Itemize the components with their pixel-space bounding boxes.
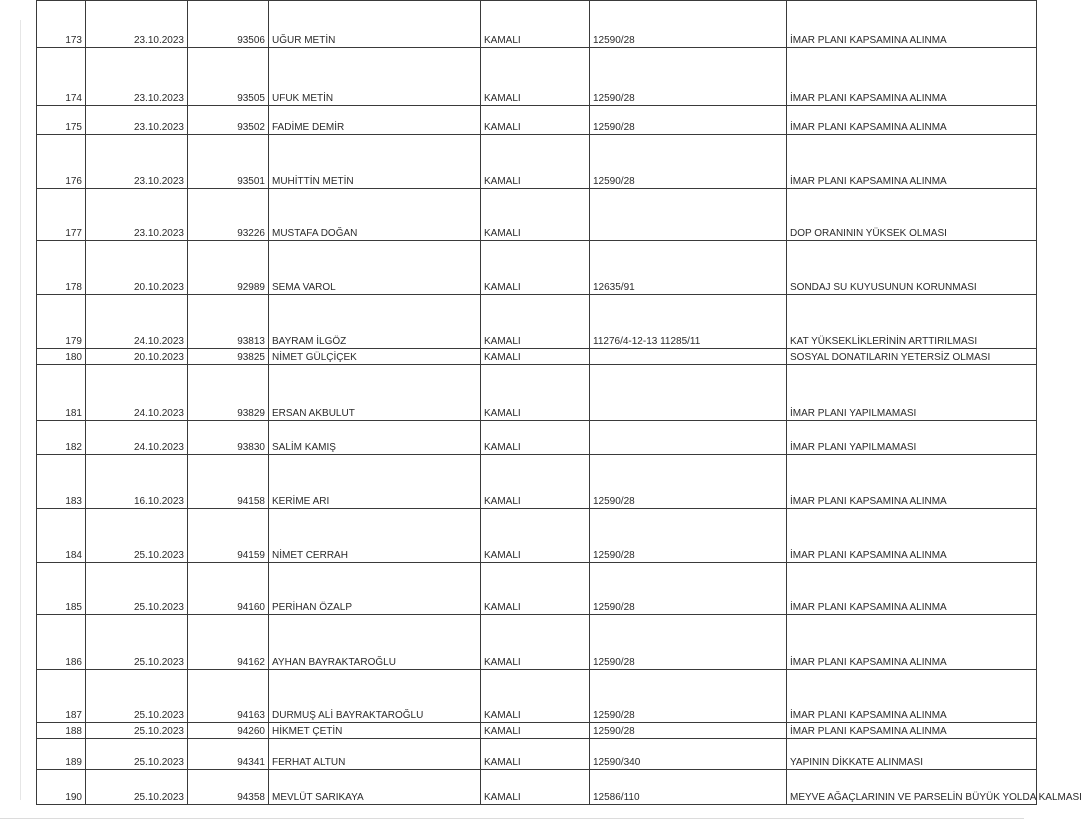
record-id-cell: 92989 — [188, 241, 269, 295]
table-row — [37, 770, 1037, 805]
table-row — [37, 509, 1037, 563]
subject-cell: SONDAJ SU KUYUSUNUN KORUNMASI — [787, 241, 1037, 295]
parcel-cell: 12590/28 — [590, 48, 787, 106]
subject-cell: YAPININ DİKKATE ALINMASI — [787, 739, 1037, 770]
neighborhood-cell: KAMALI — [481, 135, 590, 189]
name-cell: DURMUŞ ALİ BAYRAKTAROĞLU — [269, 670, 481, 723]
table-row — [37, 455, 1037, 509]
row-number: 183 — [37, 455, 86, 509]
neighborhood-cell: KAMALI — [481, 365, 590, 421]
parcel-cell: 12590/340 — [590, 739, 787, 770]
name-cell: NİMET GÜLÇİÇEK — [269, 349, 481, 365]
date-cell: 25.10.2023 — [86, 723, 188, 739]
neighborhood-cell: KAMALI — [481, 563, 590, 615]
name-cell: HİKMET ÇETİN — [269, 723, 481, 739]
subject-cell: İMAR PLANI KAPSAMINA ALINMA — [787, 455, 1037, 509]
neighborhood-cell: KAMALI — [481, 48, 590, 106]
record-id-cell: 94162 — [188, 615, 269, 670]
date-cell: 24.10.2023 — [86, 421, 188, 455]
parcel-cell: 12590/28 — [590, 563, 787, 615]
neighborhood-cell: KAMALI — [481, 723, 590, 739]
subject-cell: KAT YÜKSEKLİKLERİNİN ARTTIRILMASI — [787, 295, 1037, 349]
page-edge-shadow — [20, 20, 21, 800]
record-id-cell: 93502 — [188, 106, 269, 135]
subject-cell: İMAR PLANI KAPSAMINA ALINMA — [787, 670, 1037, 723]
record-id-cell: 93501 — [188, 135, 269, 189]
subject-cell: MEYVE AĞAÇLARININ VE PARSELİN BÜYÜK YOLDA KALMASI — [787, 770, 1037, 805]
record-id-cell: 94260 — [188, 723, 269, 739]
table-row — [37, 349, 1037, 365]
table-row — [37, 295, 1037, 349]
neighborhood-cell: KAMALI — [481, 615, 590, 670]
parcel-cell: 12590/28 — [590, 455, 787, 509]
row-number: 190 — [37, 770, 86, 805]
record-id-cell: 93829 — [188, 365, 269, 421]
subject-cell: İMAR PLANI KAPSAMINA ALINMA — [787, 563, 1037, 615]
neighborhood-cell: KAMALI — [481, 189, 590, 241]
neighborhood-cell: KAMALI — [481, 295, 590, 349]
subject-cell: İMAR PLANI KAPSAMINA ALINMA — [787, 106, 1037, 135]
date-cell: 25.10.2023 — [86, 739, 188, 770]
row-number: 187 — [37, 670, 86, 723]
subject-cell: İMAR PLANI KAPSAMINA ALINMA — [787, 48, 1037, 106]
table-row — [37, 365, 1037, 421]
parcel-cell: 12590/28 — [590, 670, 787, 723]
record-id-cell: 94358 — [188, 770, 269, 805]
record-id-cell: 94341 — [188, 739, 269, 770]
parcel-cell: 11276/4-12-13 11285/11 — [590, 295, 787, 349]
subject-cell: DOP ORANININ YÜKSEK OLMASI — [787, 189, 1037, 241]
date-cell: 24.10.2023 — [86, 365, 188, 421]
page-bottom-edge — [0, 818, 1024, 819]
table-row — [37, 48, 1037, 106]
table-row — [37, 615, 1037, 670]
table-row — [37, 1, 1037, 48]
row-number: 188 — [37, 723, 86, 739]
date-cell: 20.10.2023 — [86, 241, 188, 295]
name-cell: ERSAN AKBULUT — [269, 365, 481, 421]
neighborhood-cell: KAMALI — [481, 670, 590, 723]
table-row — [37, 670, 1037, 723]
subject-cell: İMAR PLANI YAPILMAMASI — [787, 365, 1037, 421]
row-number: 181 — [37, 365, 86, 421]
parcel-cell: 12590/28 — [590, 106, 787, 135]
record-id-cell: 94160 — [188, 563, 269, 615]
name-cell: UĞUR METİN — [269, 1, 481, 48]
record-id-cell: 93830 — [188, 421, 269, 455]
date-cell: 23.10.2023 — [86, 135, 188, 189]
date-cell: 25.10.2023 — [86, 509, 188, 563]
date-cell: 25.10.2023 — [86, 670, 188, 723]
table-row — [37, 241, 1037, 295]
record-id-cell: 94159 — [188, 509, 269, 563]
date-cell: 25.10.2023 — [86, 615, 188, 670]
parcel-cell: 12590/28 — [590, 509, 787, 563]
parcel-cell: 12590/28 — [590, 615, 787, 670]
row-number: 174 — [37, 48, 86, 106]
row-number: 180 — [37, 349, 86, 365]
name-cell: MUHİTTİN METİN — [269, 135, 481, 189]
neighborhood-cell: KAMALI — [481, 770, 590, 805]
row-number: 182 — [37, 421, 86, 455]
record-id-cell: 93506 — [188, 1, 269, 48]
record-id-cell: 94163 — [188, 670, 269, 723]
neighborhood-cell: KAMALI — [481, 739, 590, 770]
table-row — [37, 135, 1037, 189]
record-id-cell: 93813 — [188, 295, 269, 349]
name-cell: BAYRAM İLGÖZ — [269, 295, 481, 349]
row-number: 186 — [37, 615, 86, 670]
name-cell: SALİM KAMIŞ — [269, 421, 481, 455]
parcel-cell: 12590/28 — [590, 135, 787, 189]
subject-cell: İMAR PLANI KAPSAMINA ALINMA — [787, 1, 1037, 48]
neighborhood-cell: KAMALI — [481, 509, 590, 563]
subject-cell: İMAR PLANI KAPSAMINA ALINMA — [787, 509, 1037, 563]
subject-cell: İMAR PLANI KAPSAMINA ALINMA — [787, 135, 1037, 189]
name-cell: FERHAT ALTUN — [269, 739, 481, 770]
date-cell: 24.10.2023 — [86, 295, 188, 349]
table-body — [37, 1, 1082, 805]
name-cell: FADİME DEMİR — [269, 106, 481, 135]
row-number: 185 — [37, 563, 86, 615]
parcel-cell — [590, 365, 787, 421]
objection-table-sheet — [36, 0, 1082, 805]
row-number: 189 — [37, 739, 86, 770]
record-id-cell: 93505 — [188, 48, 269, 106]
date-cell: 25.10.2023 — [86, 770, 188, 805]
date-cell: 25.10.2023 — [86, 563, 188, 615]
parcel-cell: 12586/110 — [590, 770, 787, 805]
record-id-cell: 93825 — [188, 349, 269, 365]
subject-cell: SOSYAL DONATILARIN YETERSİZ OLMASI — [787, 349, 1037, 365]
table-row — [37, 106, 1037, 135]
neighborhood-cell: KAMALI — [481, 241, 590, 295]
row-number: 177 — [37, 189, 86, 241]
neighborhood-cell: KAMALI — [481, 455, 590, 509]
date-cell: 16.10.2023 — [86, 455, 188, 509]
parcel-cell — [590, 421, 787, 455]
row-number: 179 — [37, 295, 86, 349]
row-number: 184 — [37, 509, 86, 563]
row-number: 173 — [37, 1, 86, 48]
parcel-cell: 12635/91 — [590, 241, 787, 295]
table-row — [37, 421, 1037, 455]
objection-table — [36, 0, 1082, 805]
parcel-cell — [590, 349, 787, 365]
subject-cell: İMAR PLANI YAPILMAMASI — [787, 421, 1037, 455]
date-cell: 23.10.2023 — [86, 48, 188, 106]
row-number: 175 — [37, 106, 86, 135]
record-id-cell: 93226 — [188, 189, 269, 241]
parcel-cell: 12590/28 — [590, 1, 787, 48]
date-cell: 23.10.2023 — [86, 189, 188, 241]
neighborhood-cell: KAMALI — [481, 1, 590, 48]
table-row — [37, 189, 1037, 241]
date-cell: 23.10.2023 — [86, 106, 188, 135]
table-row — [37, 739, 1037, 770]
neighborhood-cell: KAMALI — [481, 106, 590, 135]
date-cell: 23.10.2023 — [86, 1, 188, 48]
name-cell: MUSTAFA DOĞAN — [269, 189, 481, 241]
subject-cell: İMAR PLANI KAPSAMINA ALINMA — [787, 723, 1037, 739]
name-cell: AYHAN BAYRAKTAROĞLU — [269, 615, 481, 670]
table-row — [37, 723, 1037, 739]
name-cell: UFUK METİN — [269, 48, 481, 106]
name-cell: NİMET CERRAH — [269, 509, 481, 563]
neighborhood-cell: KAMALI — [481, 421, 590, 455]
parcel-cell: 12590/28 — [590, 723, 787, 739]
neighborhood-cell: KAMALI — [481, 349, 590, 365]
subject-cell: İMAR PLANI KAPSAMINA ALINMA — [787, 615, 1037, 670]
record-id-cell: 94158 — [188, 455, 269, 509]
name-cell: PERİHAN ÖZALP — [269, 563, 481, 615]
name-cell: KERİME ARI — [269, 455, 481, 509]
name-cell: SEMA VAROL — [269, 241, 481, 295]
date-cell: 20.10.2023 — [86, 349, 188, 365]
row-number: 178 — [37, 241, 86, 295]
name-cell: MEVLÜT SARIKAYA — [269, 770, 481, 805]
table-row — [37, 563, 1037, 615]
parcel-cell — [590, 189, 787, 241]
row-number: 176 — [37, 135, 86, 189]
